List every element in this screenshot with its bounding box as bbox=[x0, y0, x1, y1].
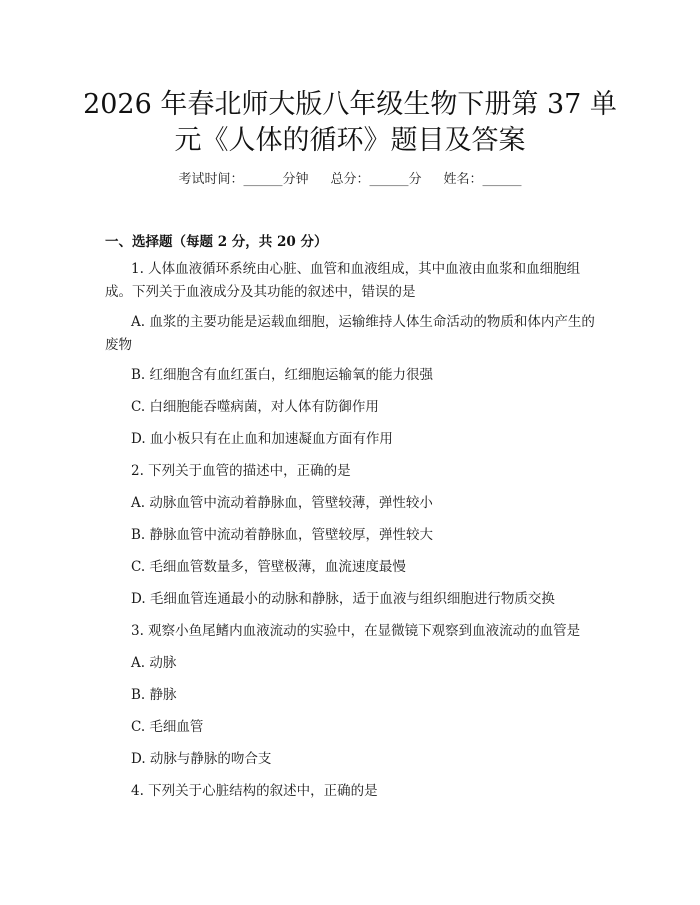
student-name-field: 姓名：______ bbox=[443, 172, 522, 187]
question-2-option-c: C. 毛细血管数量多，管壁极薄，血流速度最慢 bbox=[131, 559, 406, 575]
total-score-field: 总分：______分 bbox=[330, 172, 422, 187]
question-1-option-b: B. 红细胞含有血红蛋白，红细胞运输氧的能力很强 bbox=[131, 367, 434, 383]
page-title-line-2: 元《人体的循环》题目及答案 bbox=[174, 125, 526, 156]
section-heading: 一、选择题（每题 2 分，共 20 分） bbox=[105, 234, 328, 250]
question-stem-4: 4. 下列关于心脏结构的叙述中，正确的是 bbox=[131, 783, 378, 799]
question-stem-3: 3. 观察小鱼尾鳍内血液流动的实验中，在显微镜下观察到血液流动的血管是 bbox=[131, 623, 581, 639]
question-2-option-d: D. 毛细血管连通最小的动脉和静脉，适于血液与组织细胞进行物质交换 bbox=[131, 591, 555, 607]
page-title-line-1: 2026 年春北师大版八年级生物下册第 37 单 bbox=[83, 89, 617, 120]
question-1-option-c: C. 白细胞能吞噬病菌，对人体有防御作用 bbox=[131, 399, 379, 415]
question-2-option-b: B. 静脉血管中流动着静脉血，管壁较厚，弹性较大 bbox=[131, 527, 434, 543]
question-stem-2: 2. 下列关于血管的描述中，正确的是 bbox=[131, 463, 351, 479]
question-1-option-d: D. 血小板只有在止血和加速凝血方面有作用 bbox=[131, 431, 393, 447]
question-3-option-b: B. 静脉 bbox=[131, 687, 177, 703]
question-3-option-d: D. 动脉与静脉的吻合支 bbox=[131, 751, 272, 767]
question-stem-1: 1. 人体血液循环系统由心脏、血管和血液组成，其中血液由血浆和血细胞组成。下列关于血液成分及其功能的叙述中，错误的是 bbox=[105, 261, 581, 300]
question-3-option-c: C. 毛细血管 bbox=[131, 719, 204, 735]
exam-meta bbox=[0, 168, 700, 187]
question-3-option-a: A. 动脉 bbox=[131, 655, 177, 671]
exam-time-field: 考试时间：______分钟 bbox=[178, 172, 309, 187]
question-2-option-a: A. 动脉血管中流动着静脉血，管壁较薄，弹性较小 bbox=[131, 495, 433, 511]
question-1-option-a: A. 血浆的主要功能是运载血细胞，运输维持人体生命活动的物质和体内产生的废物 bbox=[105, 314, 595, 353]
